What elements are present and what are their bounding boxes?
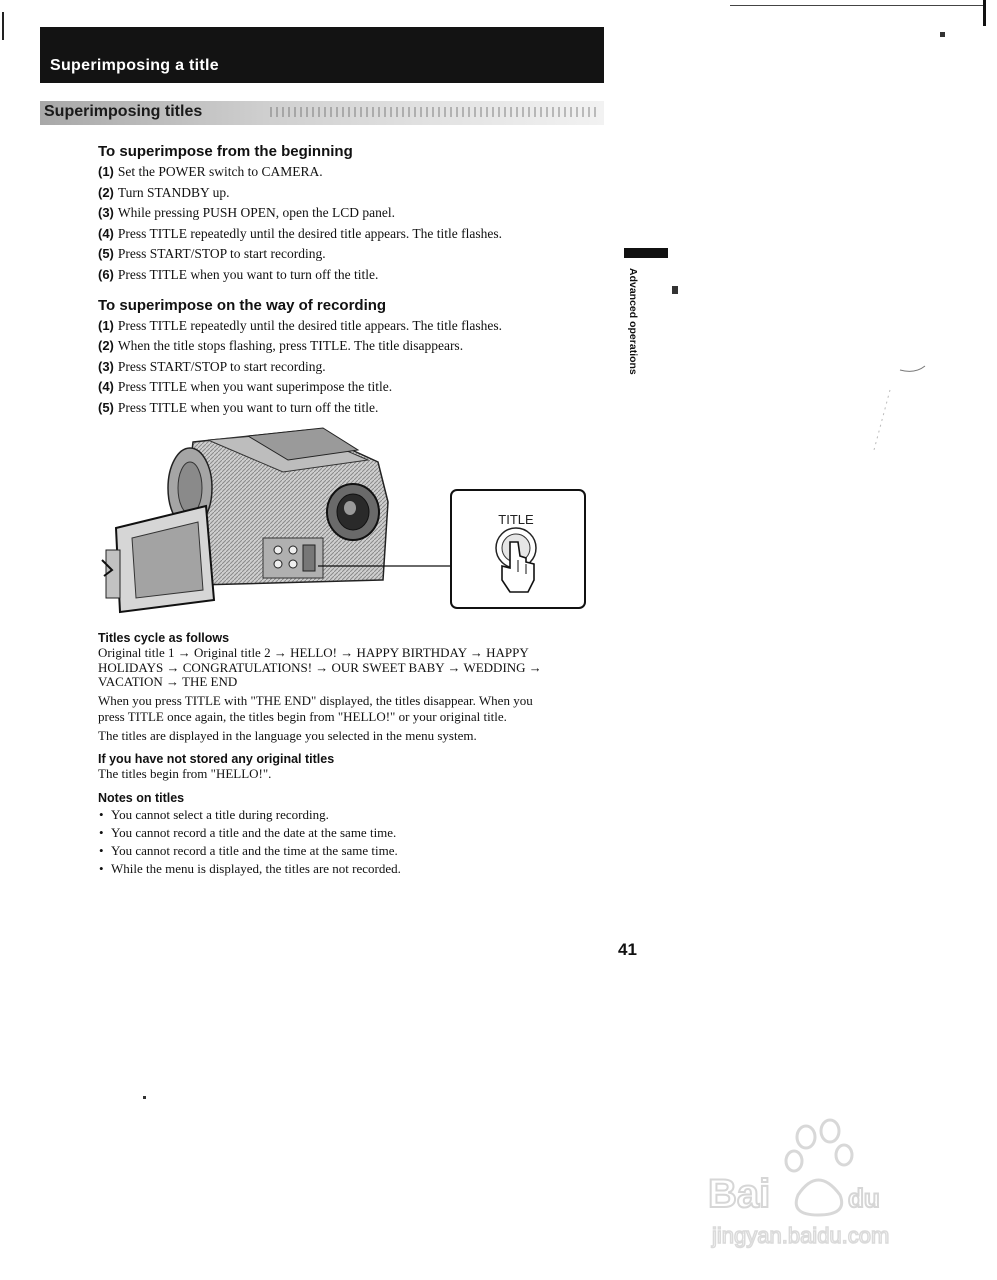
no-original-heading: If you have not stored any original titles	[98, 752, 335, 766]
step-text: While pressing PUSH OPEN, open the LCD panel.	[117, 205, 395, 221]
svg-text:du: du	[848, 1183, 880, 1213]
note-item: • You cannot record a title and the date at the same time.	[98, 824, 598, 842]
scan-noise	[270, 107, 600, 117]
subsection-header	[40, 101, 604, 125]
instructions	[98, 141, 598, 419]
step-number: (4)	[98, 379, 114, 395]
scan-speck	[940, 32, 945, 37]
section-heading-beginning: To superimpose from the beginning	[98, 143, 353, 160]
cycle-line: HOLIDAYS → CONGRATULATIONS! → OUR SWEET BABY → WEDDING →	[98, 659, 542, 675]
top-rule	[730, 5, 985, 6]
camcorder-illustration	[98, 420, 590, 616]
step-item	[98, 224, 598, 245]
notes-heading: Notes on titles	[98, 790, 185, 805]
step-number: (5)	[98, 246, 114, 262]
step-item	[98, 398, 598, 419]
step-number: (3)	[98, 358, 114, 374]
steps-during	[98, 316, 598, 419]
page-number: 41	[618, 940, 637, 959]
top-rule-end	[983, 0, 986, 26]
step-text: Press TITLE when you want to turn off the title.	[117, 266, 379, 282]
scan-marks	[860, 360, 930, 460]
titles-cycle-heading: Titles cycle as follows	[98, 631, 230, 645]
step-item	[98, 183, 598, 204]
step-number: (5)	[98, 399, 114, 415]
step-text: Press TITLE when you want superimpose the title.	[117, 379, 393, 395]
step-text: Press TITLE repeatedly until the desired title appears. The title flashes.	[117, 225, 503, 241]
step-number: (2)	[98, 184, 114, 200]
svg-text:Bai: Bai	[708, 1172, 771, 1216]
scan-speck	[143, 1096, 146, 1099]
no-original-text: The titles begin from "HELLO!".	[98, 766, 272, 781]
notes-area	[98, 630, 598, 878]
step-text: When the title stops flashing, press TITLE. The title disappears.	[117, 338, 464, 354]
baidu-watermark	[698, 1115, 958, 1255]
step-text: Press TITLE repeatedly until the desired title appears. The title flashes.	[117, 317, 503, 333]
margin-rule	[2, 12, 4, 40]
step-number: (4)	[98, 225, 114, 241]
step-text: Set the POWER switch to CAMERA.	[117, 164, 323, 179]
section-title: Superimposing a title	[50, 57, 219, 74]
step-item	[98, 336, 598, 357]
scan-speck	[672, 286, 678, 294]
step-number: (2)	[98, 338, 114, 354]
step-number: (1)	[98, 164, 114, 179]
camcorder-drawing	[98, 420, 590, 616]
side-tab-label: Advanced operations	[627, 268, 639, 375]
step-item	[98, 316, 598, 337]
svg-text:jingyan.baidu.com: jingyan.baidu.com	[712, 1223, 890, 1248]
step-item	[98, 265, 598, 286]
language-paragraph: The titles are displayed in the language you selected in the menu system.	[98, 727, 477, 743]
step-item	[98, 203, 598, 224]
title-button-label: TITLE	[498, 512, 534, 527]
step-number: (6)	[98, 266, 114, 282]
step-text: Press START/STOP to start recording.	[117, 358, 326, 374]
cycle-paragraph: press TITLE once again, the titles begin from "HELLO!" or your original title.	[98, 709, 507, 724]
step-number: (3)	[98, 205, 114, 221]
step-item	[98, 244, 598, 265]
step-text: Press START/STOP to start recording.	[117, 246, 326, 262]
note-item: • While the menu is displayed, the titles are not recorded.	[98, 860, 598, 878]
section-banner	[40, 27, 604, 83]
step-item	[98, 377, 598, 398]
subsection-title: Superimposing titles	[44, 103, 203, 120]
steps-beginning	[98, 162, 598, 286]
step-text: Turn STANDBY up.	[117, 184, 230, 200]
note-item: • You cannot record a title and the time at the same time.	[98, 842, 598, 860]
step-item	[98, 357, 598, 378]
note-item: • You cannot select a title during recording.	[98, 806, 598, 824]
step-item	[98, 162, 598, 183]
step-number: (1)	[98, 317, 114, 333]
notes-list	[98, 806, 598, 878]
cycle-line: Original title 1 → Original title 2 → HELLO! → HAPPY BIRTHDAY → HAPPY	[98, 645, 529, 660]
step-text: Press TITLE when you want to turn off the title.	[117, 399, 379, 415]
cycle-paragraph: When you press TITLE with "THE END" displayed, the titles disappear. When you	[98, 692, 533, 708]
section-heading-during: To superimpose on the way of recording	[98, 296, 387, 314]
side-tab-marker	[624, 248, 668, 258]
cycle-line: VACATION → THE END	[98, 674, 238, 689]
